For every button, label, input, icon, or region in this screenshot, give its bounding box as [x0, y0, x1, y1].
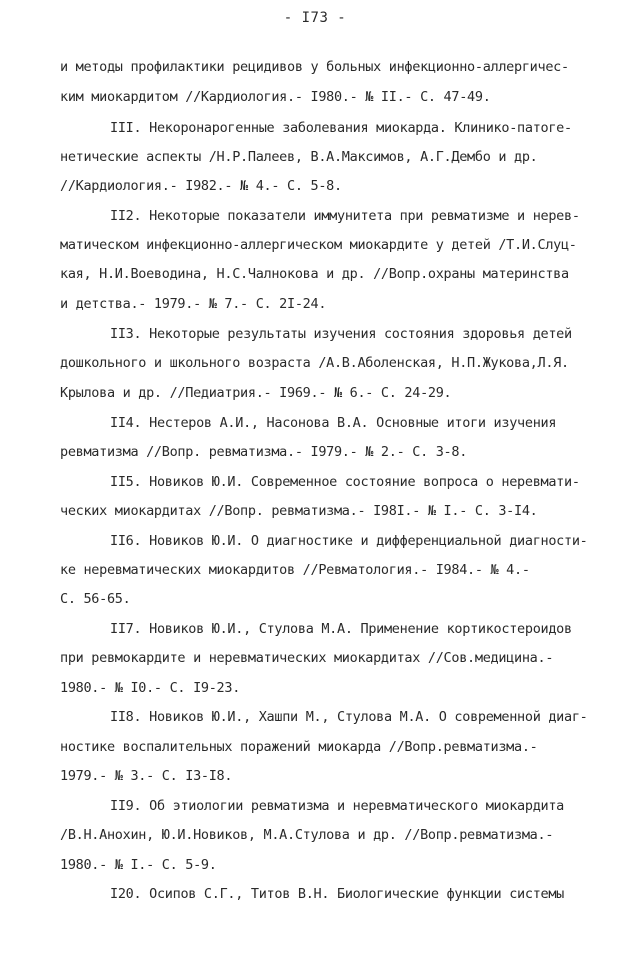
text-line: 1980.- № I.- С. 5-9. [60, 857, 217, 873]
text-line: II5. Новиков Ю.И. Современное состояние вопроса о неревмати- [110, 474, 580, 490]
text-line: матическом инфекционно-аллергическом миокардите у детей /Т.И.Слуц- [60, 237, 577, 253]
text-line: ческих миокардитах //Вопр. ревматизма.- I98I.- № I.- С. 3-I4. [60, 503, 538, 519]
text-line: II4. Нестеров А.И., Насонова В.А. Основные итоги изучения [110, 415, 557, 431]
page-number: - I73 - [283, 10, 347, 26]
text-line: II2. Некоторые показатели иммунитета при ревматизме и нерев- [110, 208, 580, 224]
text-line: II6. Новиков Ю.И. О диагностике и дифференциальной диагности- [110, 533, 588, 549]
text-line: I20. Осипов С.Г., Титов В.Н. Биологические функции системы [110, 886, 565, 902]
text-line: /В.Н.Анохин, Ю.И.Новиков, М.А.Стулова и др. //Вопр.ревматизма.- [60, 827, 554, 843]
text-line: ким миокардитом //Кардиология.- I980.- № II.- С. 47-49. [60, 89, 491, 105]
text-line: II8. Новиков Ю.И., Хашпи М., Стулова М.А. О современной диаг- [110, 709, 588, 725]
text-line: кая, Н.И.Воеводина, Н.С.Чалнокова и др. //Вопр.охраны материнства [60, 266, 569, 282]
text-line: II9. Об этиологии ревматизма и неревматического миокардита [110, 798, 565, 814]
text-line: 1979.- № 3.- С. I3-I8. [60, 768, 233, 784]
text-line: 1980.- № I0.- С. I9-23. [60, 680, 241, 696]
text-line: ке неревматических миокардитов //Ревматология.- I984.- № 4.- [60, 562, 530, 578]
text-line: нетические аспекты /Н.Р.Палеев, В.А.Максимов, А.Г.Дембо и др. [60, 149, 538, 165]
text-line: II3. Некоторые результаты изучения состояния здоровья детей [110, 326, 572, 342]
text-line: дошкольного и школьного возраста /А.В.Аболенская, Н.П.Жукова,Л.Я. [60, 355, 569, 371]
text-line: III. Некоронарогенные заболевания миокарда. Клинико-патоге- [110, 120, 572, 136]
text-line: ностике воспалительных поражений миокарда //Вопр.ревматизма.- [60, 739, 538, 755]
text-line: Крылова и др. //Педиатрия.- I969.- № 6.- С. 24-29. [60, 385, 452, 401]
text-line: //Кардиология.- I982.- № 4.- С. 5-8. [60, 178, 342, 194]
text-line: II7. Новиков Ю.И., Стулова М.А. Применение кортикостероидов [110, 621, 572, 637]
text-line: при ревмокардите и неревматических миокардитах //Сов.медицина.- [60, 650, 554, 666]
text-line: и детства.- 1979.- № 7.- С. 2I-24. [60, 296, 327, 312]
text-line: С. 56-65. [60, 591, 131, 607]
text-line: и методы профилактики рецидивов у больных инфекционно-аллергичес- [60, 59, 569, 75]
text-line: ревматизма //Вопр. ревматизма.- I979.- № 2.- С. 3-8. [60, 444, 468, 460]
